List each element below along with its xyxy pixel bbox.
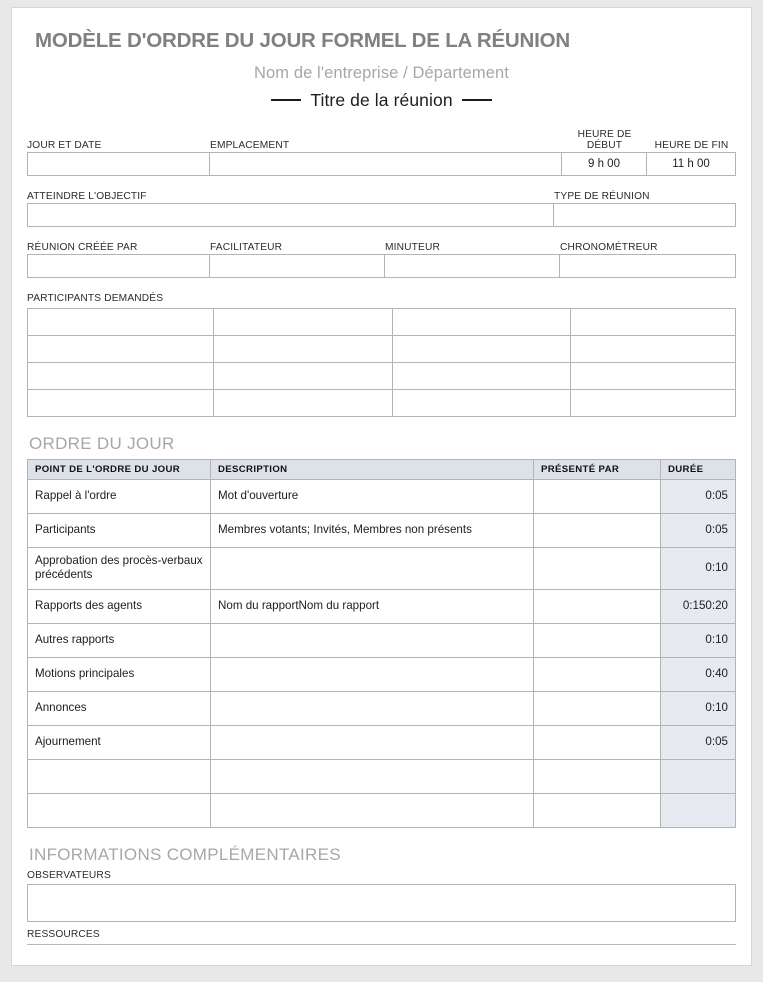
table-row <box>28 657 736 691</box>
agenda-presented-by[interactable] <box>534 547 661 589</box>
agenda-duration[interactable] <box>661 793 736 827</box>
location-input[interactable] <box>210 152 562 176</box>
table-row <box>28 759 736 793</box>
participants-label: PARTICIPANTS DEMANDÉS <box>27 292 164 304</box>
agenda-item[interactable]: Approbation des procès-verbaux précédents <box>28 547 211 589</box>
agenda-table-body <box>28 479 736 827</box>
agenda-table <box>27 459 736 828</box>
time-labels <box>562 129 736 152</box>
agenda-item[interactable]: Ajournement <box>28 725 211 759</box>
meeting-info-row-2 <box>27 191 736 227</box>
agenda-presented-by[interactable] <box>534 691 661 725</box>
minute-taker-input[interactable] <box>385 254 560 278</box>
agenda-header-row <box>28 459 736 479</box>
participant-cell[interactable] <box>571 389 736 416</box>
row1-labels <box>27 129 736 152</box>
participant-cell[interactable] <box>214 362 393 389</box>
participant-cell[interactable] <box>28 335 214 362</box>
participant-cell[interactable] <box>393 362 571 389</box>
facilitator-label: FACILITATEUR <box>210 241 283 253</box>
participant-cell[interactable] <box>214 308 393 335</box>
column-header-item: POINT DE L'ORDRE DU JOUR <box>28 459 211 479</box>
participant-cell[interactable] <box>571 335 736 362</box>
table-row <box>28 623 736 657</box>
agenda-presented-by[interactable] <box>534 589 661 623</box>
page-content <box>27 22 736 945</box>
observers-input[interactable] <box>27 884 736 922</box>
objective-input[interactable] <box>27 203 554 227</box>
agenda-item[interactable] <box>28 759 211 793</box>
agenda-duration[interactable]: 0:10 <box>661 623 736 657</box>
agenda-item[interactable]: Motions principales <box>28 657 211 691</box>
agenda-description[interactable]: Membres votants; Invités, Membres non présents <box>211 513 534 547</box>
document-page <box>12 8 751 965</box>
participant-cell[interactable] <box>28 308 214 335</box>
day-date-input[interactable] <box>27 152 210 176</box>
agenda-description[interactable] <box>211 547 534 589</box>
agenda-item[interactable]: Rappel à l'ordre <box>28 479 211 513</box>
agenda-description[interactable] <box>211 623 534 657</box>
agenda-duration[interactable]: 0:10 <box>661 691 736 725</box>
end-time-label: HEURE DE FIN <box>654 140 729 152</box>
agenda-item[interactable]: Autres rapports <box>28 623 211 657</box>
row3-labels <box>27 242 736 254</box>
table-row <box>28 725 736 759</box>
agenda-description[interactable] <box>211 691 534 725</box>
table-row <box>28 513 736 547</box>
start-time-input[interactable]: 9 h 00 <box>562 152 647 176</box>
start-time-label: HEURE DE DÉBUT <box>577 128 632 152</box>
resources-input[interactable] <box>27 944 736 945</box>
table-row <box>28 547 736 589</box>
agenda-item[interactable]: Participants <box>28 513 211 547</box>
agenda-section-title: ORDRE DU JOUR <box>29 433 175 453</box>
agenda-table-head <box>28 459 736 479</box>
meeting-info-row-1 <box>27 129 736 176</box>
agenda-presented-by[interactable] <box>534 513 661 547</box>
day-date-label: JOUR ET DATE <box>27 139 102 151</box>
table-row <box>28 691 736 725</box>
facilitator-input[interactable] <box>210 254 385 278</box>
agenda-presented-by[interactable] <box>534 623 661 657</box>
location-label: EMPLACEMENT <box>210 139 290 151</box>
participant-cell[interactable] <box>393 308 571 335</box>
agenda-duration[interactable]: 0:05 <box>661 725 736 759</box>
participant-cell[interactable] <box>393 389 571 416</box>
agenda-duration[interactable] <box>661 759 736 793</box>
agenda-item[interactable] <box>28 793 211 827</box>
participant-cell[interactable] <box>571 308 736 335</box>
row2-fields <box>27 203 736 227</box>
meeting-title: Titre de la réunion <box>310 89 453 110</box>
table-row <box>28 389 736 416</box>
meeting-info-row-3 <box>27 242 736 278</box>
column-header-description: DESCRIPTION <box>211 459 534 479</box>
participant-cell[interactable] <box>571 362 736 389</box>
document-title: MODÈLE D'ORDRE DU JOUR FORMEL DE LA RÉUNION <box>35 29 570 52</box>
agenda-presented-by[interactable] <box>534 759 661 793</box>
agenda-presented-by[interactable] <box>534 793 661 827</box>
agenda-presented-by[interactable] <box>534 657 661 691</box>
participants-table <box>27 308 736 417</box>
table-row <box>28 793 736 827</box>
column-header-presented-by: PRÉSENTÉ PAR <box>534 459 661 479</box>
meeting-title-row <box>27 90 736 111</box>
objective-label: ATTEINDRE L'OBJECTIF <box>27 190 147 202</box>
meeting-type-input[interactable] <box>554 203 736 227</box>
agenda-description[interactable]: Nom du rapportNom du rapport <box>211 589 534 623</box>
agenda-duration[interactable]: 0:05 <box>661 479 736 513</box>
agenda-item[interactable]: Rapports des agents <box>28 589 211 623</box>
participants-section <box>27 293 736 417</box>
row1-fields <box>27 152 736 176</box>
participants-table-body <box>28 308 736 416</box>
additional-info-title: INFORMATIONS COMPLÉMENTAIRES <box>29 844 341 864</box>
meeting-type-label: TYPE DE RÉUNION <box>554 190 650 202</box>
minute-taker-label: MINUTEUR <box>385 241 440 253</box>
participant-cell[interactable] <box>28 362 214 389</box>
participant-cell[interactable] <box>214 389 393 416</box>
table-row <box>28 308 736 335</box>
agenda-description[interactable]: Mot d'ouverture <box>211 479 534 513</box>
agenda-duration[interactable]: 0:05 <box>661 513 736 547</box>
row2-labels <box>27 191 736 203</box>
left-dash-rule <box>271 99 301 101</box>
created-by-label: RÉUNION CRÉÉE PAR <box>27 241 138 253</box>
table-row <box>28 589 736 623</box>
agenda-presented-by[interactable] <box>534 725 661 759</box>
company-department-subtitle: Nom de l'entreprise / Département <box>254 63 509 82</box>
table-row <box>28 479 736 513</box>
agenda-description[interactable] <box>211 759 534 793</box>
agenda-description[interactable] <box>211 725 534 759</box>
table-row <box>28 335 736 362</box>
column-header-duration: DURÉE <box>661 459 736 479</box>
observers-label: OBSERVATEURS <box>27 869 111 881</box>
timekeeper-label: CHRONOMÉTREUR <box>560 241 658 253</box>
agenda-description[interactable] <box>211 793 534 827</box>
agenda-duration[interactable]: 0:10 <box>661 547 736 589</box>
end-time-input[interactable]: 11 h 00 <box>647 152 736 176</box>
agenda-description[interactable] <box>211 657 534 691</box>
created-by-input[interactable] <box>27 254 210 278</box>
row3-fields <box>27 254 736 278</box>
participant-cell[interactable] <box>214 335 393 362</box>
agenda-duration[interactable]: 0:150:20 <box>661 589 736 623</box>
table-row <box>28 362 736 389</box>
resources-label: RESSOURCES <box>27 928 100 940</box>
agenda-duration[interactable]: 0:40 <box>661 657 736 691</box>
agenda-item[interactable]: Annonces <box>28 691 211 725</box>
agenda-presented-by[interactable] <box>534 479 661 513</box>
participant-cell[interactable] <box>393 335 571 362</box>
participant-cell[interactable] <box>28 389 214 416</box>
timekeeper-input[interactable] <box>560 254 736 278</box>
right-dash-rule <box>462 99 492 101</box>
